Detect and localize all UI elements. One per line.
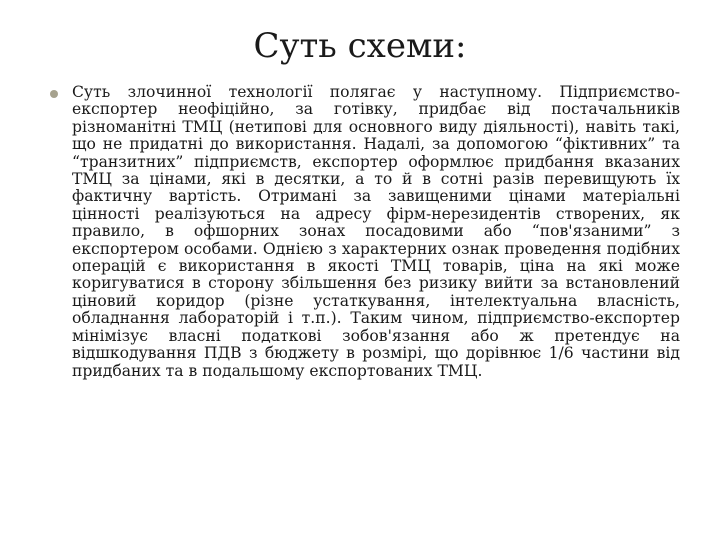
bullet-dot-icon (50, 90, 58, 98)
bullet-item (52, 84, 680, 380)
bullet-paragraph: Суть злочинної технології полягає у наступному. Підприємство-експортер неофіційно, за готівку, придбає від постачальників різноманітні ТМЦ (нетипові для основного виду діяльності), навіть такі, що не придатні до використання. Надалі, за допомогою “фіктивних” та “транзитних” підприємств, експортер оформлює придбання вказаних ТМЦ за цінами, які в десятки, а то й в сотні разів перевищують їх фактичну вартість. Отримані за завищеними цінами матеріальні цінності реалізуються на адресу фірм-нерезидентів створених, як правило, в офшорних зонах посадовими або “пов'язаними” з експортером особами. Однією з характерних ознак проведення подібних операцій є використання в якості ТМЦ товарів, ціна на які може коригуватися в сторону збільшення без ризику вийти за встановлений ціновий коридор (різне устаткування, інтелектуальна власність, обладнання лабораторій і т.п.). Таким чином, підприємство-експортер мінімізує власні податкові зобов'язання або ж претендує на відшкодування ПДВ з бюджету в розмірі, що дорівнює 1/6 частини від придбаних та в подальшому експортованих ТМЦ. (72, 83, 680, 380)
slide-title: Суть схеми: (253, 26, 467, 66)
